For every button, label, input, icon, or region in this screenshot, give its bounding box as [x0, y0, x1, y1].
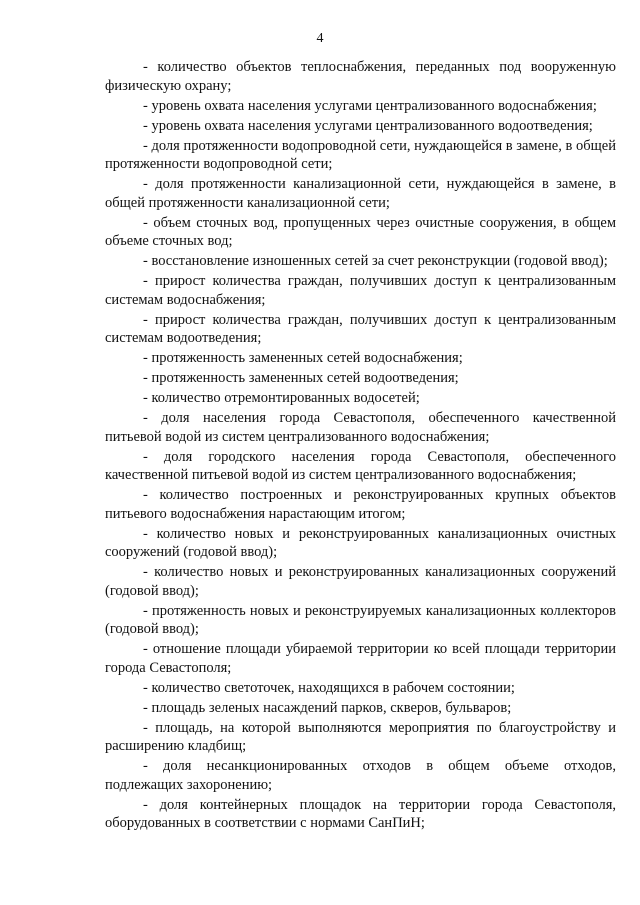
list-item: - прирост количества граждан, получивших доступ к централизованным системам водоотведения;: [105, 311, 616, 346]
list-item: - уровень охвата населения услугами централизованного водоснабжения;: [143, 97, 597, 114]
list-item: - площадь зеленых насаждений парков, скверов, бульваров;: [143, 699, 512, 716]
list-item: - доля городского населения города Севастополя, обеспеченного качественной питьевой водой из систем централизованного водоснабжения;: [105, 448, 616, 483]
list-item: - доля протяженности водопроводной сети, нуждающейся в замене, в общей протяженности водопроводной сети;: [105, 137, 616, 172]
list-item: - протяженность замененных сетей водоснабжения;: [143, 350, 463, 366]
list-item: - доля населения города Севастополя, обеспеченного качественной питьевой водой из систем централизованного водоснабжения;: [105, 410, 616, 445]
list-item: - площадь, на которой выполняются мероприятия по благоустройству и расширению кладбищ;: [105, 719, 616, 754]
list-item: - отношение площади убираемой территории ко всей площади территории города Севастополя;: [105, 641, 616, 676]
page-number: 4: [316, 31, 324, 46]
list-item: - количество построенных и реконструированных крупных объектов питьевого водоснабжения нарастающим итогом;: [105, 487, 616, 522]
list-item: - уровень охвата населения услугами централизованного водоотведения;: [143, 117, 593, 134]
list-item: - протяженность новых и реконструируемых канализационных коллекторов (годовой ввод);: [105, 602, 616, 637]
list-item: - объем сточных вод, пропущенных через очистные сооружения, в общем объеме сточных вод;: [105, 214, 616, 249]
list-item: - доля протяженности канализационной сети, нуждающейся в замене, в общей протяженности канализационной сети;: [105, 176, 616, 211]
list-item: - количество объектов теплоснабжения, переданных под вооруженную физическую охрану;: [105, 59, 616, 94]
list-item: - доля несанкционированных отходов в общем объеме отходов, подлежащих захоронению;: [105, 758, 616, 793]
indicator-list: [105, 58, 616, 834]
list-item: - восстановление изношенных сетей за счет реконструкции (годовой ввод);: [143, 253, 608, 269]
list-item: - доля контейнерных площадок на территории города Севастополя, оборудованных в соответствии с нормами СанПиН;: [105, 796, 616, 831]
list-item: - количество новых и реконструированных канализационных сооружений (годовой ввод);: [105, 564, 616, 599]
list-item: - прирост количества граждан, получивших доступ к централизованным системам водоснабжения;: [105, 273, 616, 308]
list-item: - количество светоточек, находящихся в рабочем состоянии;: [143, 679, 515, 696]
list-item: - количество новых и реконструированных канализационных очистных сооружений (годовой ввод);: [105, 525, 616, 560]
list-item: - протяженность замененных сетей водоотведения;: [143, 370, 459, 386]
list-item: - количество отремонтированных водосетей;: [143, 390, 420, 406]
